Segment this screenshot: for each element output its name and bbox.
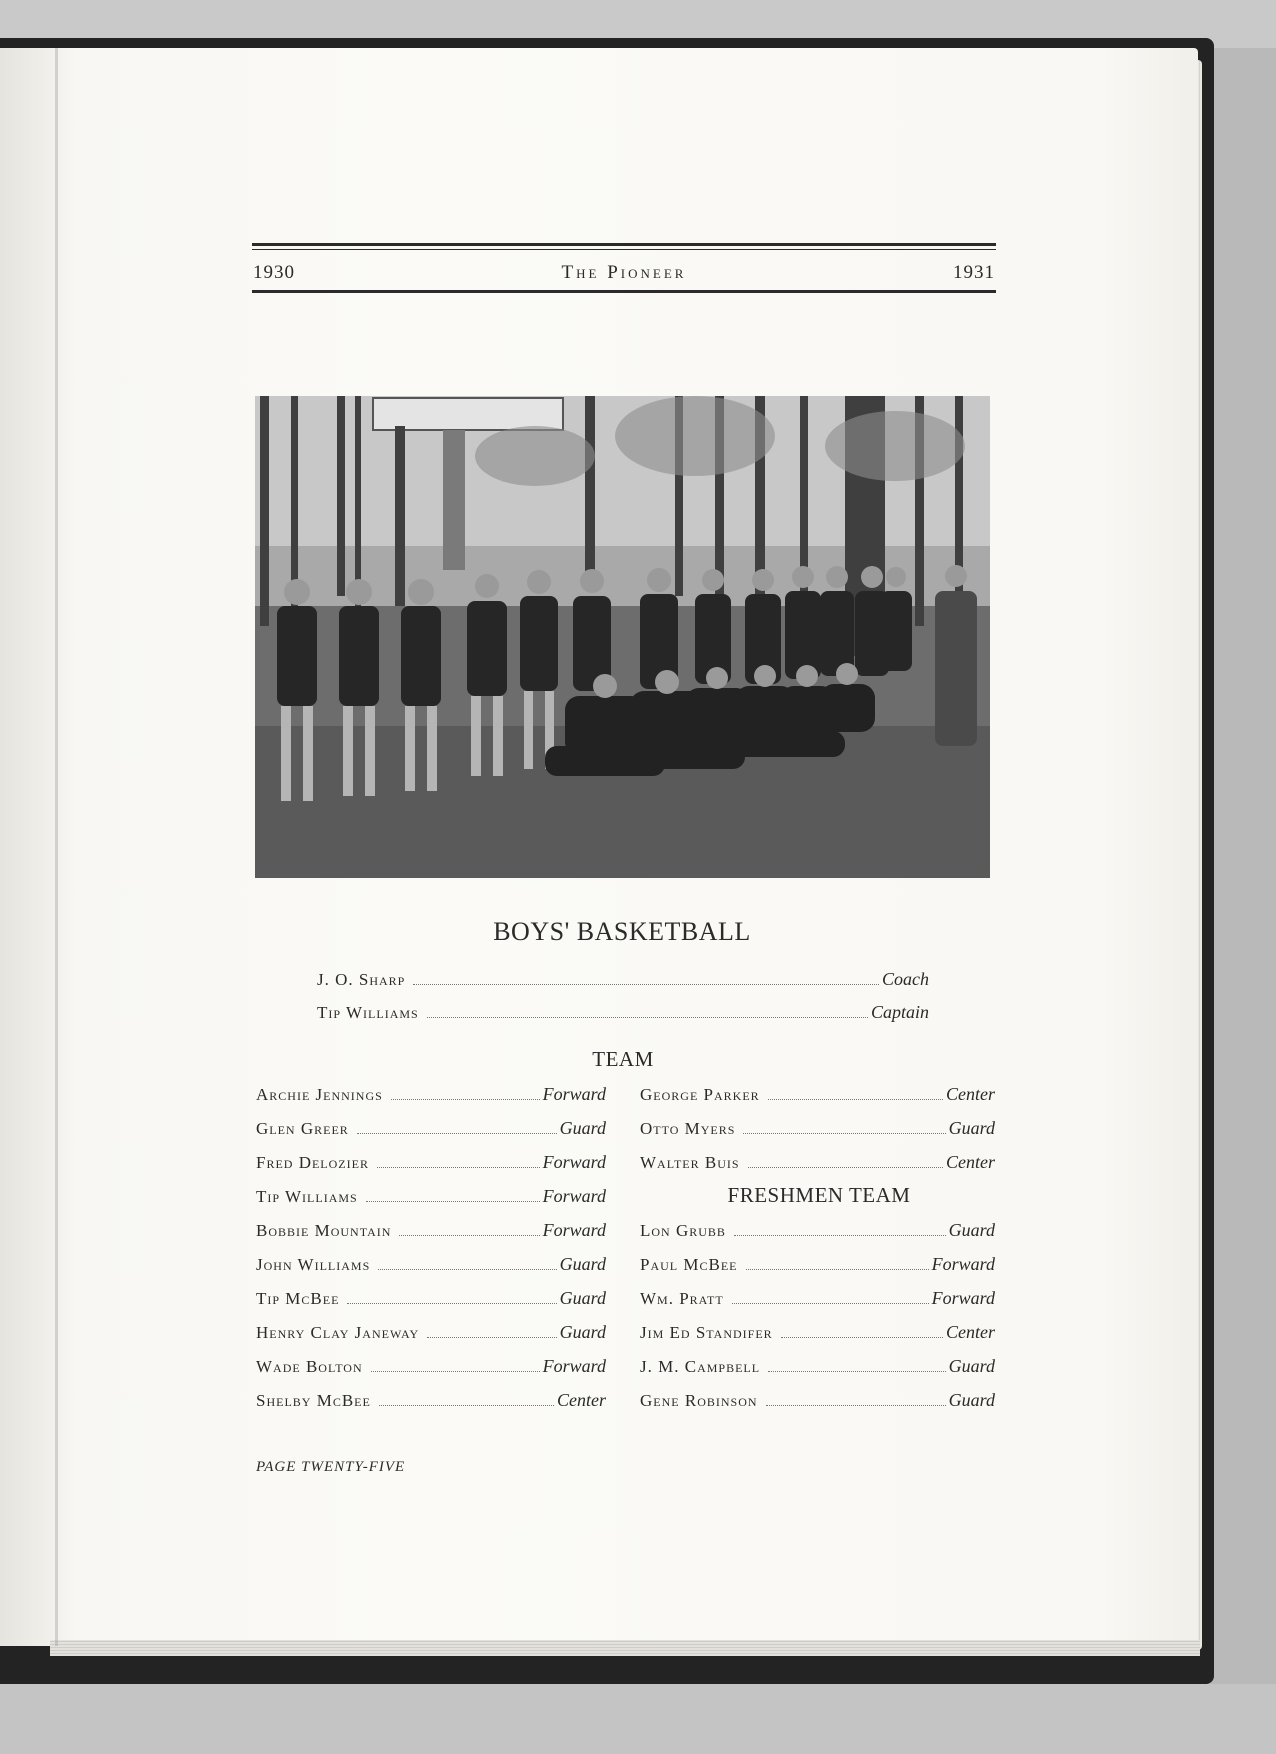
freshmen-row: [640, 1220, 995, 1241]
team-row: [256, 1254, 606, 1275]
leader-dots: [768, 1099, 943, 1100]
team-row: [256, 1356, 606, 1377]
leader-dots: [377, 1167, 540, 1168]
player-position: Forward: [542, 1220, 606, 1240]
player-name: Tip McBee: [256, 1289, 340, 1308]
leader-dots: [743, 1133, 945, 1134]
player-position: Guard: [559, 1118, 606, 1138]
header-rule-top-thin: [252, 249, 996, 250]
leader-dots: [768, 1371, 946, 1372]
header-year-left: 1930: [253, 262, 295, 283]
player-name: Wade Bolton: [256, 1357, 363, 1376]
freshmen-row: [640, 1322, 995, 1343]
leader-dots: [378, 1269, 556, 1270]
leader-dots: [781, 1337, 943, 1338]
team-photograph: [255, 396, 990, 878]
leader-dots: [399, 1235, 539, 1236]
team-row: [640, 1152, 995, 1173]
leader-dots: [427, 1337, 556, 1338]
leader-dots: [766, 1405, 946, 1406]
header-title: The Pioneer: [561, 262, 687, 283]
player-name: Tip Williams: [256, 1187, 358, 1206]
player-position: Forward: [931, 1288, 995, 1308]
leader-dots: [366, 1201, 540, 1202]
leader-dots: [371, 1371, 540, 1372]
officer-row: [317, 969, 929, 990]
player-name: J. M. Campbell: [640, 1357, 761, 1376]
player-name: Archie Jennings: [256, 1085, 383, 1104]
player-name: Walter Buis: [640, 1153, 740, 1172]
player-name: Jim Ed Standifer: [640, 1323, 773, 1342]
spine-fold: [55, 48, 58, 1646]
player-name: Glen Greer: [256, 1119, 349, 1138]
header-rule-top: [252, 243, 996, 246]
team-row: [256, 1186, 606, 1207]
player-position: Forward: [542, 1152, 606, 1172]
player-name: Otto Myers: [640, 1119, 736, 1138]
team-photo-illustration: [255, 396, 990, 878]
header-rule-bottom: [252, 290, 996, 293]
page-title: BOYS' BASKETBALL: [493, 917, 751, 946]
team-row: [640, 1084, 995, 1105]
player-position: Center: [946, 1322, 995, 1342]
player-name: Henry Clay Janeway: [256, 1323, 420, 1342]
officer-row: [317, 1002, 929, 1023]
player-position: Guard: [948, 1220, 995, 1240]
header-year-right: 1931: [953, 262, 995, 283]
freshmen-row: [640, 1390, 995, 1411]
officer-name: J. O. Sharp: [317, 970, 406, 989]
leader-dots: [732, 1303, 929, 1304]
leader-dots: [379, 1405, 554, 1406]
player-position: Forward: [542, 1084, 606, 1104]
player-position: Center: [946, 1152, 995, 1172]
player-position: Forward: [542, 1186, 606, 1206]
player-name: Gene Robinson: [640, 1391, 758, 1410]
freshmen-row: [640, 1288, 995, 1309]
officer-role: Captain: [870, 1002, 929, 1022]
leader-dots: [427, 1017, 868, 1018]
player-name: John Williams: [256, 1255, 371, 1274]
player-name: Wm. Pratt: [640, 1289, 724, 1308]
leader-dots: [748, 1167, 943, 1168]
player-name: George Parker: [640, 1085, 760, 1104]
player-position: Center: [557, 1390, 606, 1410]
player-position: Guard: [559, 1322, 606, 1342]
freshmen-row: [640, 1254, 995, 1275]
player-position: Guard: [559, 1254, 606, 1274]
team-row: [640, 1118, 995, 1139]
player-name: Shelby McBee: [256, 1391, 371, 1410]
team-row: [256, 1220, 606, 1241]
player-position: Guard: [559, 1288, 606, 1308]
player-position: Guard: [948, 1356, 995, 1376]
team-row: [256, 1390, 606, 1411]
page-edges-bottom: [50, 1640, 1200, 1656]
scan-background-bottom: [0, 1684, 1276, 1754]
player-name: Paul McBee: [640, 1255, 738, 1274]
player-position: Forward: [931, 1254, 995, 1274]
team-row: [256, 1322, 606, 1343]
officer-name: Tip Williams: [317, 1003, 419, 1022]
team-row: [256, 1084, 606, 1105]
team-row: [256, 1288, 606, 1309]
freshmen-row: [640, 1356, 995, 1377]
freshmen-team-heading: FRESHMEN TEAM: [727, 1183, 911, 1207]
player-position: Guard: [948, 1118, 995, 1138]
leader-dots: [391, 1099, 540, 1100]
player-position: Center: [946, 1084, 995, 1104]
player-name: Fred Delozier: [256, 1153, 369, 1172]
team-row: [256, 1118, 606, 1139]
player-name: Bobbie Mountain: [256, 1221, 392, 1240]
page-number: PAGE TWENTY-FIVE: [256, 1459, 406, 1475]
leader-dots: [347, 1303, 556, 1304]
player-position: Guard: [948, 1390, 995, 1410]
leader-dots: [734, 1235, 946, 1236]
team-heading: TEAM: [592, 1047, 654, 1071]
leader-dots: [413, 984, 879, 985]
player-name: Lon Grubb: [640, 1221, 726, 1240]
leader-dots: [357, 1133, 557, 1134]
team-row: [256, 1152, 606, 1173]
leader-dots: [746, 1269, 929, 1270]
player-position: Forward: [542, 1356, 606, 1376]
officer-role: Coach: [882, 969, 929, 989]
